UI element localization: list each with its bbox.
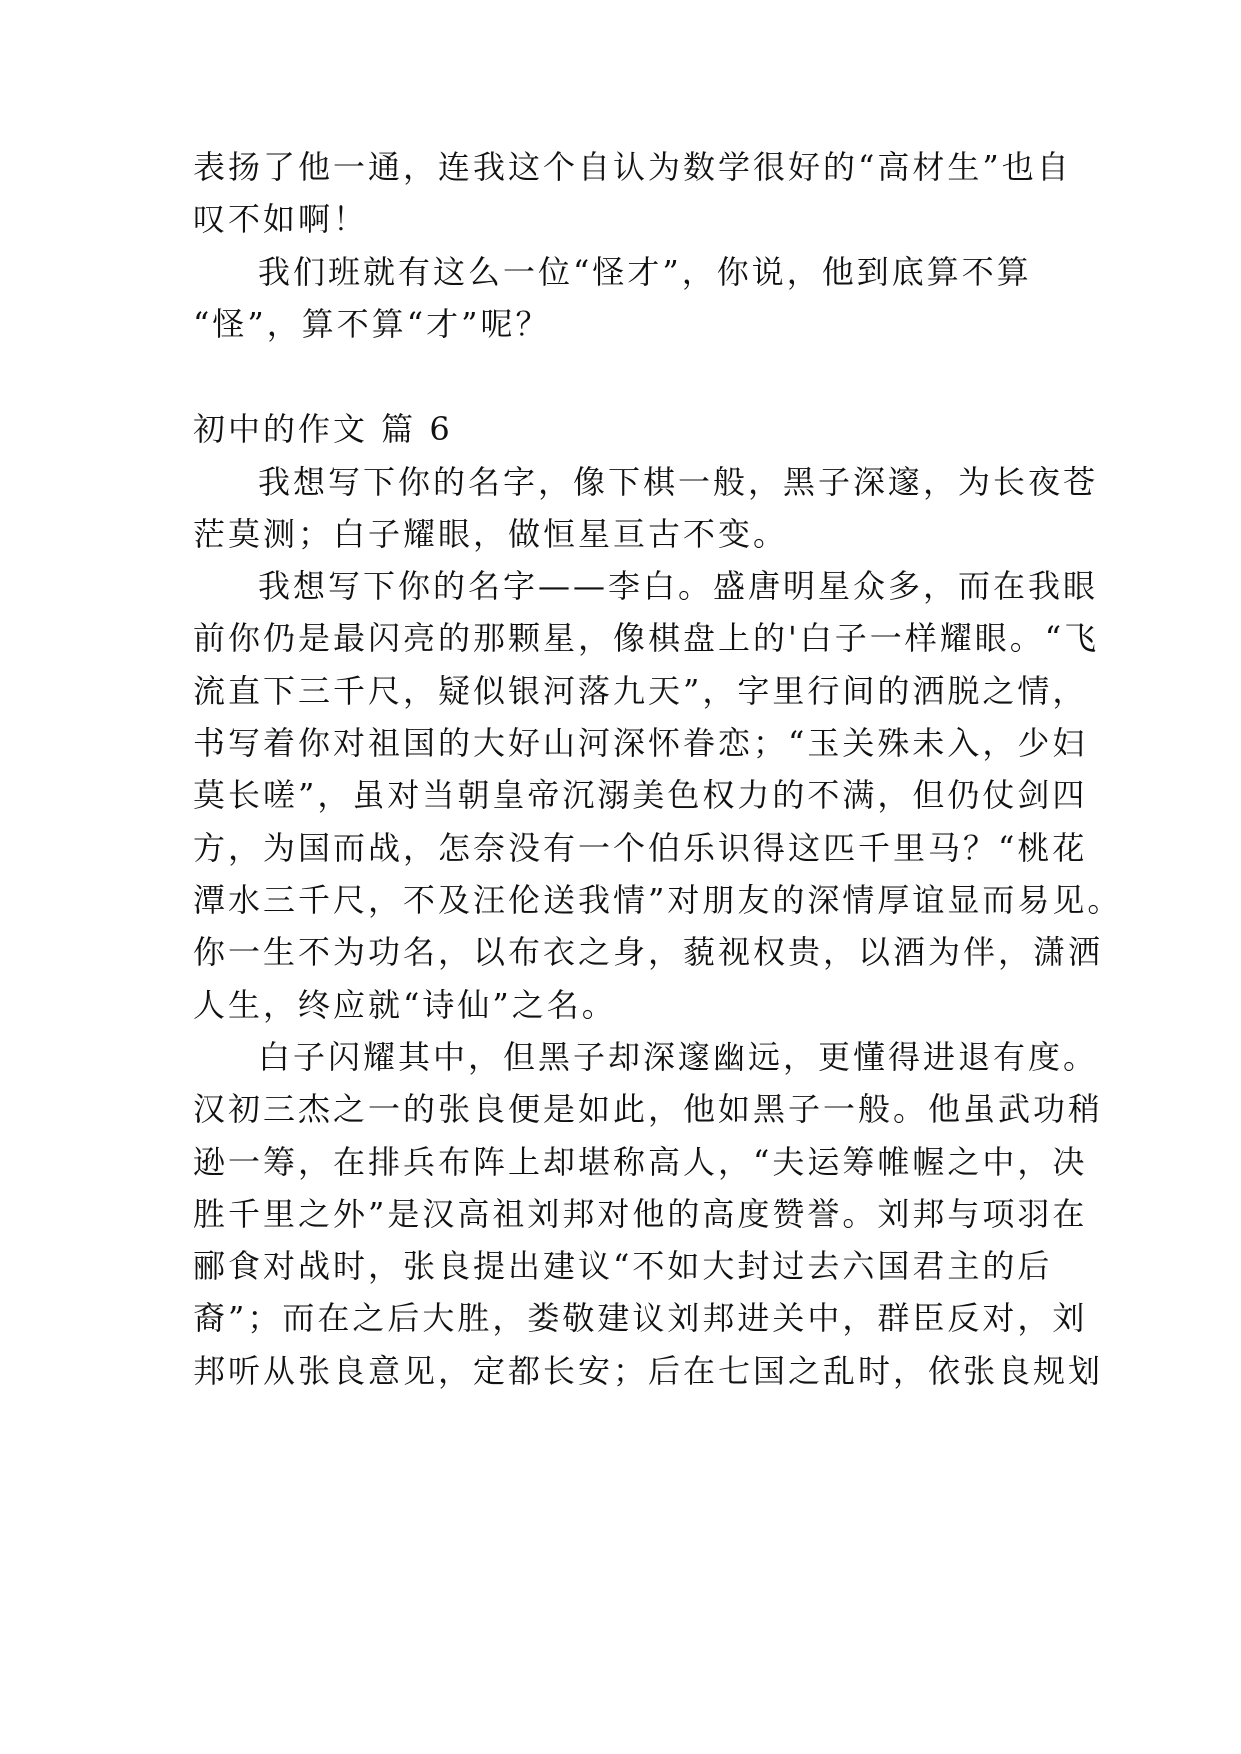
paragraph-line: 茫莫测；白子耀眼，做恒星亘古不变。: [193, 515, 789, 553]
section-heading: 初中的作文 篇 6: [193, 410, 453, 448]
paragraph-line: 逊一筹，在排兵布阵上却堪称高人，“夫运筹帷幄之中，决: [193, 1143, 1088, 1181]
paragraph-line: 前你仍是最闪亮的那颗星，像棋盘上的'白子一样耀眼。“飞: [193, 619, 1100, 657]
paragraph-line: 人生，终应就“诗仙”之名。: [193, 986, 617, 1024]
paragraph-line: 我想写下你的名字，像下棋一般，黑子深邃，为长夜苍: [258, 463, 1099, 501]
paragraph-line: 白子闪耀其中，但黑子却深邃幽远，更懂得进退有度。: [258, 1038, 1099, 1076]
paragraph-line: 胜千里之外”是汉高祖刘邦对他的高度赞誉。刘邦与项羽在: [193, 1195, 1088, 1233]
paragraph-line: 郦食对战时，张良提出建议“不如大封过去六国君主的后: [193, 1247, 1053, 1285]
paragraph-line: 流直下三千尺，疑似银河落九天”，字里行间的洒脱之情，: [193, 672, 1088, 710]
paragraph-line: 潭水三千尺，不及汪伦送我情”对朋友的深情厚谊显而易见。: [193, 881, 1123, 919]
paragraph-line: 表扬了他一通，连我这个自认为数学很好的“高材生”也自: [193, 148, 1072, 186]
paragraph-line: 莫长嗟”，虽对当朝皇帝沉溺美色权力的不满，但仍仗剑四: [193, 776, 1088, 814]
paragraph-line: “怪”，算不算“才”呢？: [193, 305, 551, 343]
paragraph-line: 书写着你对祖国的大好山河深怀眷恋；“玉关殊未入，少妇: [193, 724, 1088, 762]
paragraph-line: 你一生不为功名，以布衣之身，藐视权贵，以酒为伴，潇洒: [193, 933, 1104, 971]
paragraph-line: 叹不如啊！: [193, 200, 369, 238]
paragraph-line: 裔”；而在之后大胜，娄敬建议刘邦进关中，群臣反对，刘: [193, 1299, 1088, 1337]
paragraph-line: 我想写下你的名字——李白。盛唐明星众多，而在我眼: [258, 567, 1099, 605]
paragraph-line: 邦听从张良意见，定都长安；后在七国之乱时，依张良规划: [193, 1352, 1104, 1390]
paragraph-line: 汉初三杰之一的张良便是如此，他如黑子一般。他虽武功稍: [193, 1090, 1104, 1128]
paragraph-line: 方，为国而战，怎奈没有一个伯乐识得这匹千里马？“桃花: [193, 829, 1088, 867]
paragraph-line: 我们班就有这么一位“怪才”，你说，他到底算不算: [258, 253, 1032, 291]
